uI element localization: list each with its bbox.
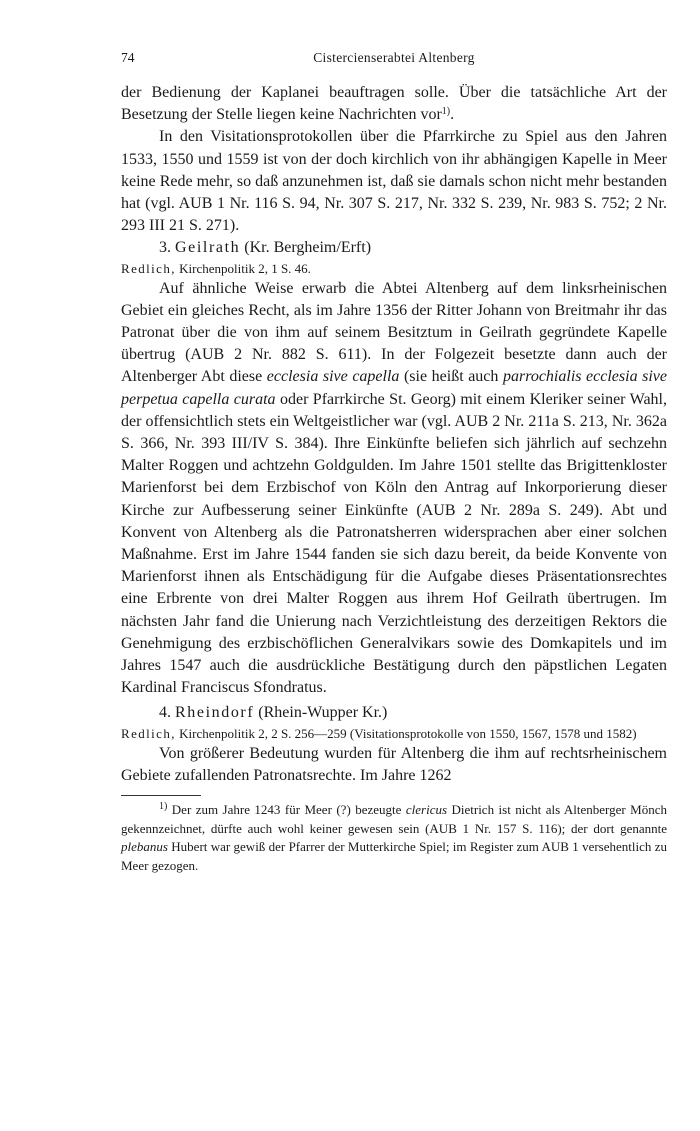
paragraph: In den Visitationsprotokollen über die Pfarrkirche zu Spiel aus den Jahren 1533, 1550 und 1559 ist von der doch kirchlich von ihr abhängigen Kapelle in Meer keine Rede mehr, so daß anzunehmen ist, daß sie damals schon nicht mehr bestanden hat (vgl. AUB 1 Nr. 116 S. 94, Nr. 307 S. 217, Nr. 332 S. 239, Nr. 983 S. 752; 2 Nr. 293 III 21 S. 271). [121, 128, 667, 235]
book-page [121, 50, 667, 875]
footnote: $^{1)}$ Der zum Jahre 1243 für Meer (?) bezeugte clericus Dietrich ist nicht als Altenberger Mönch gekennzeichnet, dürfte auch wohl keiner gewesen sein (AUB 1 Nr. 157 S. 116); der dort genannte plebanus Hubert war gewiß der Pfarrer der Mutterkirche Spiel; im Register zum AUB 1 versehentlich zu Meer gezogen. [121, 801, 667, 873]
section-heading: 3. Geilrath (Kr. Bergheim/Erft) [159, 239, 372, 257]
section-name: Geilrath [175, 239, 241, 257]
section-heading: 4. Rheindorf (Rhein-Wupper Kr.) [159, 704, 388, 722]
section-reference: Redlich, Kirchenpolitik 2, 1 S. 46. [121, 260, 311, 276]
page-number: 74 [121, 50, 135, 65]
footnote-mark: 1) [159, 801, 168, 813]
section-name: Rheindorf [175, 704, 255, 722]
paragraph: Von größerer Bedeutung wurden für Altenberg die ihm auf rechtsrheinischem Gebiete zufallenden Patronatsrechte. Im Jahre 1262 [121, 744, 667, 784]
paragraph: der Bedienung der Kaplanei beauftragen solle. Über die tatsächliche Art der Besetzung der Stelle liegen keine Nachrichten vor$^{1)}$. [121, 84, 667, 124]
paragraph: Auf ähnliche Weise erwarb die Abtei Altenberg auf dem linksrheinischen Gebiet ein gleiches Recht, als im Jahre 1356 der Ritter Johann von Breitmahr ihr das Patronat über die von ihm auf seinem Besitztum in Geilrath gegründete Kapelle übertrug (AUB 2 Nr. 882 S. 611). In der Folgezeit besetzte dann auch der Altenberger Abt diese ecclesia sive capella (sie heißt auch parrochialis ecclesia sive perpetua capella curata oder Pfarrkirche St. Georg) mit einem Kleriker seiner Wahl, der offensichtlich stets ein Weltgeistlicher war (vgl. AUB 2 Nr. 211a S. 213, Nr. 362a S. 366, Nr. 393 III/IV S. 384). Ihre Einkünfte beliefen sich jährlich auf sechzehn Malter Roggen und achtzehn Goldgulden. Im Jahre 1501 stellte das Brigittenkloster Marienforst bei dem Erzbischof von Köln den Antrag auf Inkorporierung dieser Kirche zur Aufbesserung seiner Einkünfte (AUB 2 Nr. 289a S. 249). Abt und Konvent von Altenberg als die Patronatsherren widersprachen aber einer solchen Maßnahme. Erst im Jahre 1544 fanden sie sich dazu bereit, da beide Konvente von Marienforst ihnen als Entschädigung für die Aufgabe dieses Präsentationsrechtes eine Erbrente von drei Malter Roggen aus ihrem Hof Geilrath übertrugen. Im nächsten Jahr fand die Unierung nach Verzichtleistung des derzeitigen Rektors die Genehmigung des erzbischöflichen Generalvikars sowie des Domkapitels und im Jahres 1547 auch die ausdrückliche Bestätigung durch den päpstlichen Legaten Kardinal Franciscus Sfondratus. [121, 279, 668, 697]
main-text [121, 82, 667, 787]
page-header [121, 50, 667, 78]
footnote-divider [121, 795, 201, 796]
footnote-reference: 1) [441, 106, 451, 118]
running-title: Cistercienserabtei Altenberg [313, 50, 475, 65]
section-reference: Redlich, Kirchenpolitik 2, 2 S. 256—259 (Visitationsprotokolle von 1550, 1567, 1578 und 1582) [121, 725, 637, 741]
